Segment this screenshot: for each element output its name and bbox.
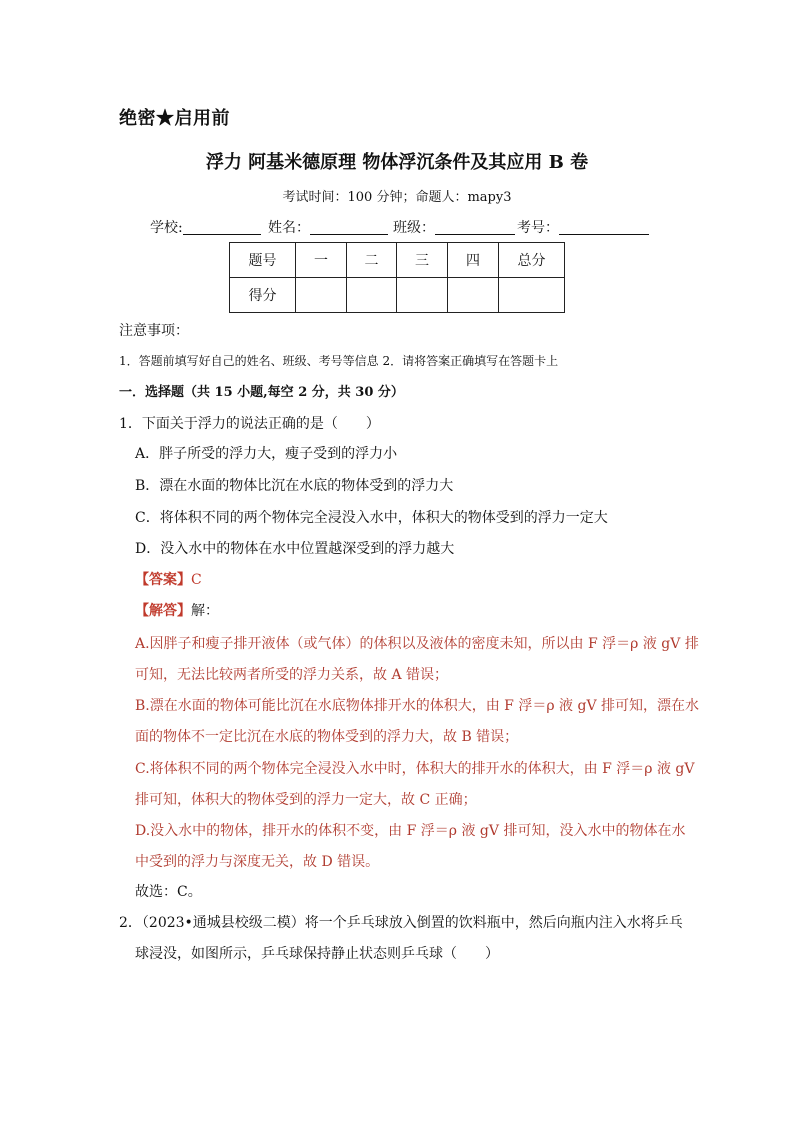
notice-title: 注意事项： bbox=[119, 323, 189, 339]
explain-suffix: 解： bbox=[191, 603, 219, 619]
school-blank[interactable] bbox=[183, 221, 261, 235]
school-label: 学校: bbox=[150, 220, 183, 236]
score-table bbox=[229, 242, 565, 313]
question-1-option-a[interactable]: A．胖子所受的浮力大，瘦子受到的浮力小 bbox=[135, 446, 398, 462]
score-header-cell: 题号 bbox=[230, 243, 296, 278]
name-field[interactable] bbox=[268, 217, 388, 237]
score-table-header-row bbox=[230, 243, 565, 278]
explain-line bbox=[135, 600, 219, 620]
score-cell[interactable] bbox=[499, 278, 565, 313]
question-2-line-1: 2．（2023•通城县校级二模）将一个乒乓球放入倒置的饮料瓶中，然后向瓶内注入水将乒乓 bbox=[119, 915, 683, 931]
name-label: 姓名： bbox=[268, 220, 310, 236]
score-header-cell: 二 bbox=[347, 243, 397, 278]
name-blank[interactable] bbox=[310, 221, 388, 235]
class-blank[interactable] bbox=[435, 221, 515, 235]
score-header-cell: 一 bbox=[296, 243, 347, 278]
number-blank[interactable] bbox=[559, 221, 649, 235]
question-2-line-2: 球浸没，如图所示，乒乓球保持静止状态则乒乓球（ ） bbox=[135, 946, 499, 962]
notice-line: 1．答题前填写好自己的姓名、班级、考号等信息 2．请将答案正确填写在答题卡上 bbox=[119, 354, 559, 368]
final-choice: 故选：C。 bbox=[135, 884, 202, 900]
explain-text-line: B.漂在水面的物体可能比沉在水底物体排开水的体积大，由 F 浮＝ρ 液 gV 排可知，漂在水 bbox=[135, 698, 700, 714]
question-1-stem: 1．下面关于浮力的说法正确的是（ ） bbox=[119, 416, 380, 432]
question-1-option-d[interactable]: D．没入水中的物体在水中位置越深受到的浮力越大 bbox=[135, 541, 455, 557]
explain-text-line: 面的物体不一定比沉在水底的物体受到的浮力大，故 B 错误； bbox=[135, 729, 519, 745]
explain-text-line: C.将体积不同的两个物体完全浸没入水中时，体积大的排开水的体积大，由 F 浮＝ρ 液 gV bbox=[135, 761, 695, 777]
class-field[interactable] bbox=[393, 217, 515, 237]
score-cell[interactable] bbox=[397, 278, 448, 313]
answer-tag: 【答案】 bbox=[135, 572, 191, 588]
score-cell[interactable] bbox=[448, 278, 499, 313]
explain-text-line: D.没入水中的物体，排开水的体积不变，由 F 浮＝ρ 液 gV 排可知，没入水中的物体在水 bbox=[135, 823, 686, 839]
question-1-option-c[interactable]: C．将体积不同的两个物体完全浸没入水中，体积大的物体受到的浮力一定大 bbox=[135, 510, 608, 526]
explain-text-line: 可知，无法比较两者所受的浮力关系，故 A 错误； bbox=[135, 667, 449, 683]
number-label: 考号： bbox=[517, 220, 559, 236]
explain-tag: 【解答】 bbox=[135, 603, 191, 619]
school-field[interactable] bbox=[150, 217, 261, 237]
answer-line bbox=[135, 569, 202, 589]
score-table-score-row bbox=[230, 278, 565, 313]
score-cell[interactable] bbox=[296, 278, 347, 313]
class-label: 班级： bbox=[393, 220, 435, 236]
score-header-cell: 三 bbox=[397, 243, 448, 278]
answer-value: C bbox=[191, 572, 202, 588]
score-header-cell: 总分 bbox=[499, 243, 565, 278]
number-field[interactable] bbox=[517, 217, 649, 237]
section-heading: 一．选择题（共 15 小题,每空 2 分，共 30 分） bbox=[119, 385, 404, 400]
score-row-label: 得分 bbox=[230, 278, 296, 313]
score-cell[interactable] bbox=[347, 278, 397, 313]
explain-text-line: 中受到的浮力与深度无关，故 D 错误。 bbox=[135, 854, 380, 870]
explain-text-line: A.因胖子和瘦子排开液体（或气体）的体积以及液体的密度未知，所以由 F 浮＝ρ 液 gV 排 bbox=[135, 636, 699, 652]
score-header-cell: 四 bbox=[448, 243, 499, 278]
secret-label: 绝密★启用前 bbox=[119, 108, 230, 129]
exam-meta: 考试时间：100 分钟；命题人：mapy3 bbox=[282, 190, 512, 205]
question-1-option-b[interactable]: B．漂在水面的物体比沉在水底的物体受到的浮力大 bbox=[135, 478, 454, 494]
exam-title: 浮力 阿基米德原理 物体浮沉条件及其应用 B 卷 bbox=[205, 152, 589, 173]
explain-text-line: 排可知，体积大的物体受到的浮力一定大，故 C 正确； bbox=[135, 792, 477, 808]
